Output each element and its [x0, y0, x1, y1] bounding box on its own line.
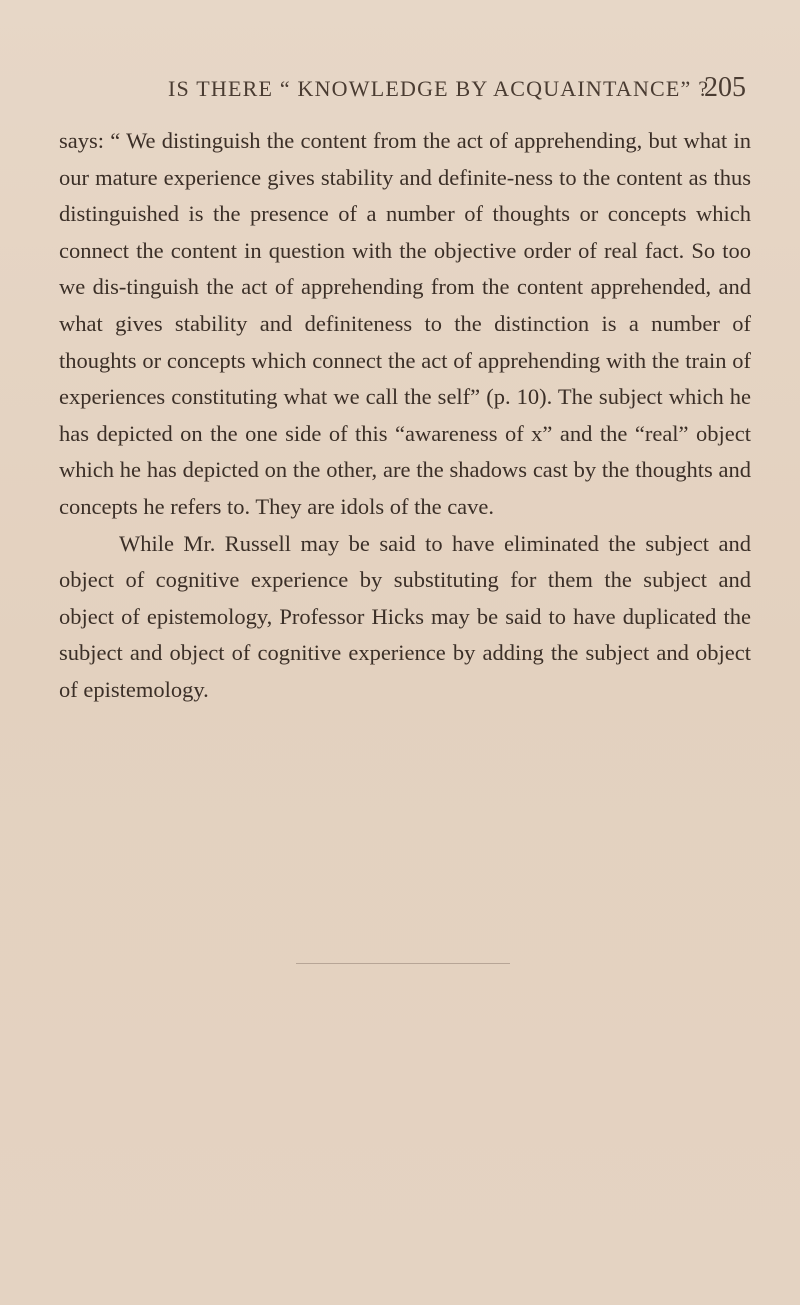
paragraph-2: While Mr. Russell may be said to have eliminated the subject and object of cognitive experience by substituting for them the subject and object of epistemology, Professor Hicks may be said to have duplicated the subject and object of cognitive experience by adding the subject and object of epistemology. [59, 530, 751, 702]
running-head [0, 72, 800, 116]
footer-rule [296, 963, 510, 964]
running-title: IS THERE “ KNOWLEDGE BY ACQUAINTANCE” ? [168, 76, 710, 101]
paragraph-1: says: “ We distinguish the content from the act of apprehending, but what in our mature experience gives stability and definite-ness to the content as thus distinguished is the presence of a number of thoughts or concepts which connect the content in question with the objective order of real fact. So too we dis-tinguish the act of apprehending from the content apprehended, and what gives stability and definiteness to the distinction is a number of thoughts or concepts which connect the act of apprehending with the train of experiences constituting what we call the self” (p. 10). The subject which he has depicted on the one side of this “awareness of x” and the “real” object which he has depicted on the other, are the shadows cast by the thoughts and concepts he refers to. They are idols of the cave. [59, 128, 751, 519]
page-number: 205 [704, 72, 746, 103]
body-text [59, 123, 751, 709]
